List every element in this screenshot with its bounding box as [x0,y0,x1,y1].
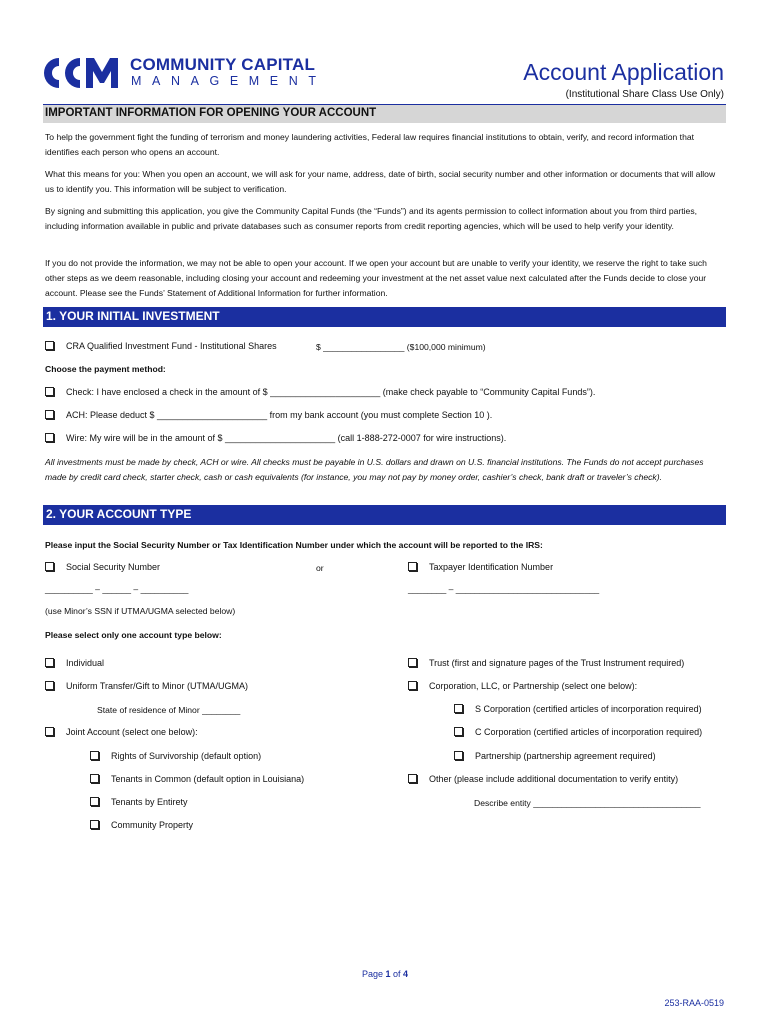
payment-method-heading: Choose the payment method: [45,364,166,374]
other-checkbox[interactable] [408,774,678,784]
section2-header [43,505,726,525]
ssn-input[interactable]: __________ – ______ – __________ [45,584,189,594]
page-prefix: Page [361,969,386,979]
section2-heading: 2. YOUR ACCOUNT TYPE [46,507,192,521]
s-corp-checkbox[interactable] [454,704,702,714]
important-paragraph-1: To help the government fight the funding of terrorism and money laundering activities, Federal law requires financial institutions to obtain, verify, and record information that identifies each person who opens an account. [45,132,695,157]
individual-label: Individual [66,658,105,668]
page-current: 1 [385,969,391,979]
partnership-label: Partnership (partnership agreement required) [475,751,656,761]
partnership-checkbox[interactable] [454,751,656,761]
joint-checkbox[interactable] [45,727,198,737]
logo-name-line1: COMMUNITY CAPITAL [130,55,316,74]
tin-label: Taxpayer Identification Number [429,562,554,572]
payment-check-checkbox[interactable] [45,387,595,397]
tin-checkbox[interactable] [408,562,553,572]
tenants-common-checkbox[interactable] [90,774,304,784]
payment-wire-label: Wire: My wire will be in the amount of $ ______________________ (call 1-888-272-0007 for wire instructions). [66,433,507,443]
section1-header [43,307,726,327]
page-of: of [390,969,404,979]
checkbox-icon [90,820,99,829]
important-info-heading: IMPORTANT INFORMATION FOR OPENING YOUR ACCOUNT [45,107,377,119]
checkbox-icon [45,410,54,419]
checkbox-icon [408,562,417,571]
fund-checkbox[interactable] [45,341,277,351]
page-number [0,969,770,979]
corporation-checkbox[interactable] [408,681,637,691]
page-subtitle: (Institutional Share Class Use Only) [565,89,724,100]
trust-label: Trust (first and signature pages of the Trust Instrument required) [429,658,685,668]
payment-ach-label: ACH: Please deduct $ ______________________ from my bank account (you must complete Section 10 ). [66,410,493,420]
s-corp-label: S Corporation (certified articles of incorporation required) [475,704,702,714]
c-corp-checkbox[interactable] [454,727,702,737]
logo-name-line2: MANAGEMENT [131,74,327,88]
form-code: 253-RAA-0519 [664,998,724,1008]
community-property-label: Community Property [111,820,194,830]
payment-wire-checkbox[interactable] [45,433,506,443]
investment-note: All investments must be made by check, ACH or wire. All checks must be payable in U.S. dollars and drawn on U.S. financial institutions. The Funds do not accept purchases made by credit card check, starter check, cash or cash equivalents (for instance, you may not pay by money order, cashier’s check, bank draft or traveler’s check). [45,457,704,482]
describe-entity-field[interactable]: Describe entity ___________________________________ [474,798,701,808]
rights-survivorship-label: Rights of Survivorship (default option) [111,751,262,761]
account-type-heading: Please select only one account type below: [45,630,222,640]
corporation-label: Corporation, LLC, or Partnership (select one below): [429,681,638,691]
checkbox-icon [45,681,54,690]
checkbox-icon [454,727,463,736]
important-paragraph-3: By signing and submitting this application, you give the Community Capital Funds (the “Funds”) and its agents permission to collect information about you from third parties, including information available in public and private databases such as consumer reports from credit reporting agencies, which will be used to help verify your identity. [45,206,698,231]
utma-label: Uniform Transfer/Gift to Minor (UTMA/UGMA) [66,681,249,691]
fund-label: CRA Qualified Investment Fund - Institutional Shares [66,341,277,351]
page-title: Account Application [523,59,724,85]
utma-checkbox[interactable] [45,681,248,691]
ccm-logo-mark-icon [42,56,122,90]
checkbox-icon [90,751,99,760]
community-property-checkbox[interactable] [90,820,193,830]
ssn-heading: Please input the Social Security Number or Tax Identification Number under which the account will be reported to the IRS: [45,540,543,550]
checkbox-icon [45,658,54,667]
important-paragraph-4: If you do not provide the information, we may not be able to open your account. If we open your account but are unable to verify your identity, we reserve the right to take such other steps as we deem reasonable, including closing your account and redeeming your investment at the net asset value next calculated after the Funds decide to close your account. Please see the Funds’ Statement of Additional Information for further information. [45,258,707,298]
payment-ach-checkbox[interactable] [45,410,492,420]
section1-heading: 1. YOUR INITIAL INVESTMENT [46,309,220,323]
tenants-entirety-checkbox[interactable] [90,797,188,807]
checkbox-icon [454,751,463,760]
rights-survivorship-checkbox[interactable] [90,751,261,761]
checkbox-icon [408,774,417,783]
state-minor-field[interactable]: State of residence of Minor ________ [97,705,241,715]
tin-input[interactable]: ________ – ______________________________ [408,584,600,594]
fund-amount-field[interactable]: $ _________________ ($100,000 minimum) [316,342,486,352]
ssn-label: Social Security Number [66,562,161,572]
tenants-entirety-label: Tenants by Entirety [111,797,188,807]
important-paragraph-2: What this means for you: When you open an account, we will ask for your name, address, date of birth, social security number and other information or documents that will allow us to identify you. This information will be subject to verification. [45,169,716,194]
checkbox-icon [45,341,54,350]
checkbox-icon [90,797,99,806]
trust-checkbox[interactable] [408,658,684,668]
individual-checkbox[interactable] [45,658,104,668]
ssn-note: (use Minor’s SSN if UTMA/UGMA selected below) [45,606,236,616]
ssn-checkbox[interactable] [45,562,160,572]
checkbox-icon [45,387,54,396]
other-label: Other (please include additional documentation to verify entity) [429,774,679,784]
checkbox-icon [45,727,54,736]
or-text: or [316,563,324,573]
checkbox-icon [45,433,54,442]
joint-label: Joint Account (select one below): [66,727,198,737]
checkbox-icon [408,681,417,690]
important-info-header [43,104,726,123]
checkbox-icon [90,774,99,783]
payment-check-label: Check: I have enclosed a check in the amount of $ ______________________ (make check payable to “Community Capital Funds”). [66,387,596,397]
checkbox-icon [408,658,417,667]
checkbox-icon [454,704,463,713]
c-corp-label: C Corporation (certified articles of incorporation required) [475,727,703,737]
checkbox-icon [45,562,54,571]
tenants-common-label: Tenants in Common (default option in Louisiana) [111,774,305,784]
page-total: 4 [403,969,409,979]
